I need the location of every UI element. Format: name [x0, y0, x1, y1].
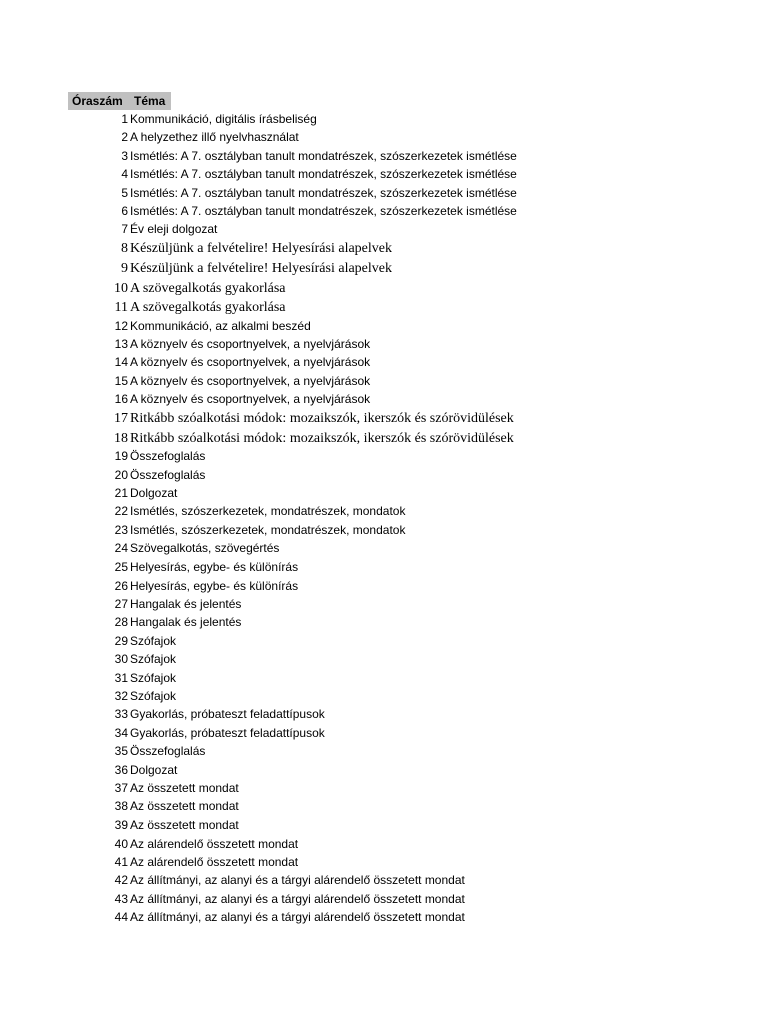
lesson-topic: Kommunikáció, digitális írásbeliség	[130, 112, 317, 126]
lesson-number: 1	[121, 112, 128, 126]
lesson-topic: Hangalak és jelentés	[130, 597, 242, 611]
lesson-topic: Összefoglalás	[130, 744, 206, 758]
lesson-topic: Ismétlés: A 7. osztályban tanult mondatrészek, szószerkezetek ismétlése	[130, 186, 517, 200]
lesson-topic: A köznyelv és csoportnyelvek, a nyelvjárások	[130, 337, 371, 351]
lesson-topic: Gyakorlás, próbateszt feladattípusok	[130, 707, 325, 721]
lesson-topic: A helyzethez illő nyelvhasználat	[130, 130, 299, 144]
lesson-number: 43	[114, 892, 128, 906]
lesson-topic: A szövegalkotás gyakorlása	[130, 300, 286, 315]
lesson-number: 40	[114, 837, 128, 851]
lesson-topic: Szövegalkotás, szövegértés	[130, 541, 280, 555]
header-topic: Téma	[134, 94, 166, 108]
lesson-number: 33	[114, 707, 128, 721]
lesson-topic: Készüljünk a felvételire! Helyesírási alapelvek	[130, 261, 392, 276]
lesson-topic: Összefoglalás	[130, 449, 206, 463]
lesson-number: 30	[114, 652, 128, 666]
lesson-number: 17	[114, 411, 128, 426]
lesson-topic: A köznyelv és csoportnyelvek, a nyelvjárások	[130, 355, 371, 369]
lesson-topic: A köznyelv és csoportnyelvek, a nyelvjárások	[130, 374, 371, 388]
lesson-topic: Az állítmányi, az alanyi és a tárgyi alárendelő összetett mondat	[130, 873, 465, 887]
lesson-topic: Szófajok	[130, 671, 177, 685]
lesson-number: 44	[114, 910, 128, 924]
lesson-topic: Szófajok	[130, 652, 177, 666]
lesson-number: 12	[114, 319, 128, 333]
lesson-number: 29	[114, 634, 128, 648]
lesson-number: 38	[114, 799, 128, 813]
lesson-topic: Dolgozat	[130, 486, 178, 500]
lesson-topic: Készüljünk a felvételire! Helyesírási alapelvek	[130, 241, 392, 256]
lesson-number: 24	[114, 541, 128, 555]
lesson-number: 11	[114, 300, 128, 315]
lesson-topic: Az alárendelő összetett mondat	[130, 855, 299, 869]
lesson-topic: Ismétlés, szószerkezetek, mondatrészek, mondatok	[130, 504, 406, 518]
lesson-topic: Ritkább szóalkotási módok: mozaikszók, ikerszók és szórövidülések	[130, 431, 514, 446]
lesson-topic: Helyesírás, egybe- és különírás	[130, 579, 299, 593]
lesson-number: 25	[114, 560, 128, 574]
lesson-number: 42	[114, 873, 128, 887]
lesson-number: 9	[121, 261, 128, 276]
lesson-topic: Az összetett mondat	[130, 781, 239, 795]
lesson-number: 37	[114, 781, 128, 795]
lesson-number: 36	[114, 763, 128, 777]
lesson-number: 22	[114, 504, 128, 518]
lesson-topic: Ismétlés: A 7. osztályban tanult mondatrészek, szószerkezetek ismétlése	[130, 204, 517, 218]
lesson-number: 18	[114, 431, 128, 446]
lesson-topic: Az összetett mondat	[130, 799, 239, 813]
lesson-topic: Összefoglalás	[130, 468, 206, 482]
lesson-number: 21	[114, 486, 128, 500]
lesson-number: 10	[114, 281, 128, 296]
lesson-topic: Ismétlés: A 7. osztályban tanult mondatrészek, szószerkezetek ismétlése	[130, 149, 517, 163]
lesson-topic: A köznyelv és csoportnyelvek, a nyelvjárások	[130, 392, 371, 406]
lesson-number: 14	[114, 355, 128, 369]
lesson-number: 34	[114, 726, 128, 740]
table-header	[68, 92, 171, 110]
lesson-number: 16	[114, 392, 128, 406]
lesson-number: 23	[114, 523, 128, 537]
lesson-topic: Ritkább szóalkotási módok: mozaikszók, ikerszók és szórövidülések	[130, 411, 514, 426]
lesson-topic: Az összetett mondat	[130, 818, 239, 832]
lesson-number: 7	[121, 222, 128, 236]
header-hours: Óraszám	[72, 94, 123, 108]
lesson-topic: Az alárendelő összetett mondat	[130, 837, 299, 851]
lesson-topic: Helyesírás, egybe- és különírás	[130, 560, 299, 574]
lesson-number: 41	[114, 855, 128, 869]
lesson-number: 27	[114, 597, 128, 611]
lesson-topic: Az állítmányi, az alanyi és a tárgyi alárendelő összetett mondat	[130, 892, 465, 906]
lesson-topic: Ismétlés: A 7. osztályban tanult mondatrészek, szószerkezetek ismétlése	[130, 167, 517, 181]
lesson-topic: Év eleji dolgozat	[130, 222, 218, 236]
lesson-topic: Az állítmányi, az alanyi és a tárgyi alárendelő összetett mondat	[130, 910, 465, 924]
lesson-number: 35	[114, 744, 128, 758]
lesson-number: 8	[121, 241, 128, 256]
lesson-number: 31	[114, 671, 128, 685]
lesson-topic: Kommunikáció, az alkalmi beszéd	[130, 319, 311, 333]
lesson-topic: Gyakorlás, próbateszt feladattípusok	[130, 726, 325, 740]
lesson-topic: Szófajok	[130, 634, 177, 648]
lesson-number: 13	[114, 337, 128, 351]
lesson-number: 5	[121, 186, 128, 200]
lesson-number: 15	[114, 374, 128, 388]
lesson-topic: Szófajok	[130, 689, 177, 703]
lesson-number: 28	[114, 615, 128, 629]
lesson-number: 2	[121, 130, 128, 144]
lesson-number: 20	[114, 468, 128, 482]
lesson-topic: Ismétlés, szószerkezetek, mondatrészek, mondatok	[130, 523, 406, 537]
lesson-topic: Dolgozat	[130, 763, 178, 777]
lesson-topic: Hangalak és jelentés	[130, 615, 242, 629]
lesson-number: 32	[114, 689, 128, 703]
lesson-topic: A szövegalkotás gyakorlása	[130, 281, 286, 296]
lesson-number: 6	[121, 204, 128, 218]
lesson-number: 26	[114, 579, 128, 593]
lesson-number: 3	[121, 149, 128, 163]
lesson-number: 39	[114, 818, 128, 832]
lesson-number: 19	[114, 449, 128, 463]
lesson-number: 4	[121, 167, 128, 181]
